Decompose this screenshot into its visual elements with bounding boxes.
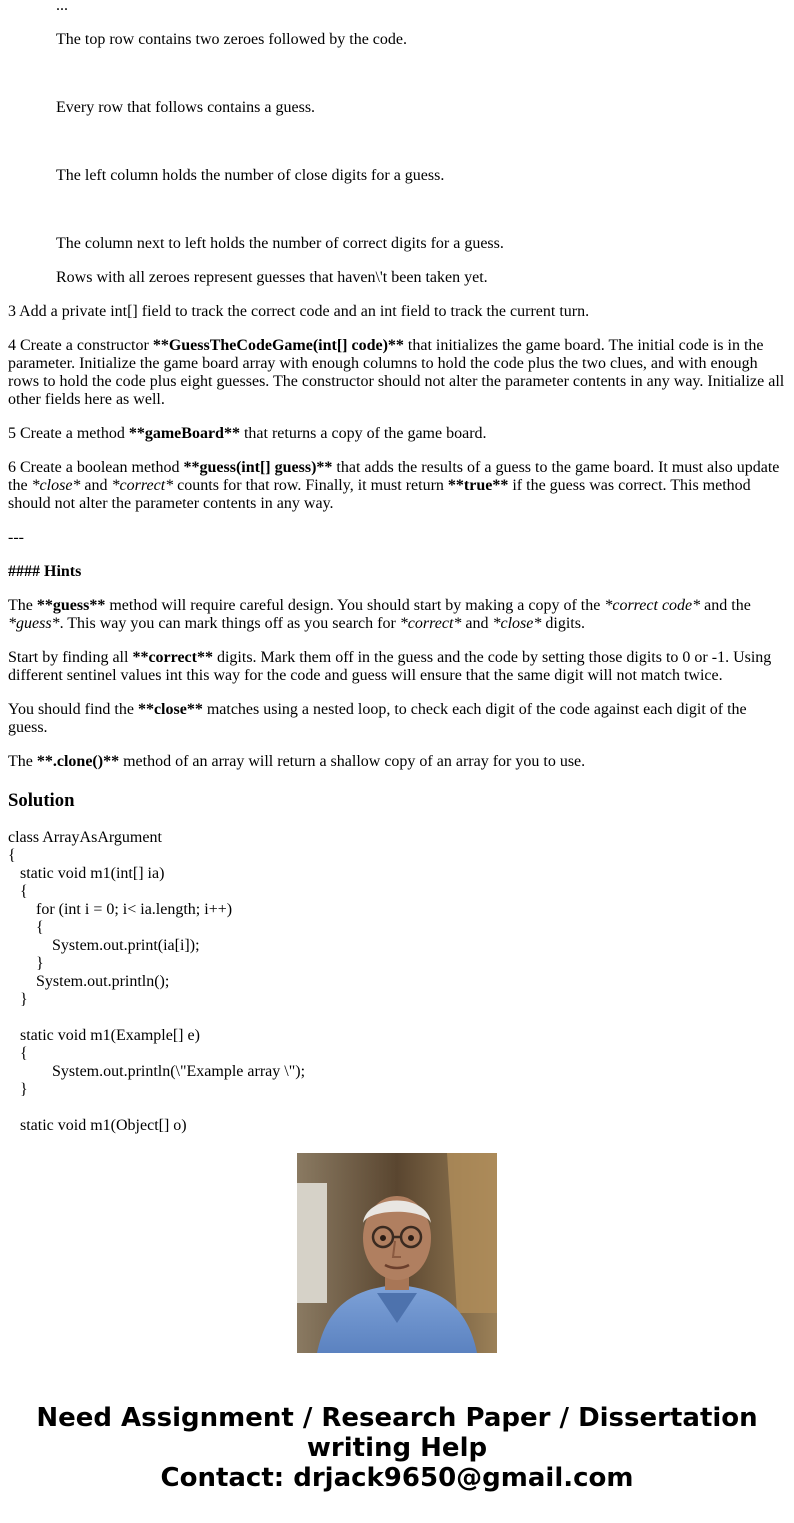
hint-2: Start by finding all **correct** digits. Mark them off in the guess and the code by setting those digits to 0 or -1. Using different sentinel values int this way for the code and guess will ensure that the same digit will not match twice. (8, 649, 772, 684)
code-line: { (8, 919, 44, 936)
code-line: class ArrayAsArgument (8, 829, 162, 846)
board-rule-top-row: The top row contains two zeroes followed by the code. (56, 31, 408, 48)
banner-line-2: writing Help (306, 1433, 488, 1463)
board-rule-left-column: The left column holds the number of close digits for a guess. (56, 167, 445, 184)
code-line: System.out.println(); (8, 973, 170, 990)
board-rule-guess-rows: Every row that follows contains a guess. (56, 99, 316, 116)
hint-4: The **.clone()** method of an array will return a shallow copy of an array for you to use. (8, 753, 586, 770)
code-line: } (8, 1081, 28, 1098)
banner-line-1: Need Assignment / Research Paper / Dissertation (36, 1403, 758, 1433)
code-line: static void m1(int[] ia) (8, 865, 165, 882)
code-line (8, 1009, 786, 1027)
code-line (8, 1099, 786, 1117)
hint-1: The **guess** method will require careful design. You should start by making a copy of the *correct code* and the *guess*. This way you can mark things off as you search for *correct* and *close* digits. (8, 597, 751, 632)
code-line: { (8, 1045, 28, 1062)
step-5: 5 Create a method **gameBoard** that returns a copy of the game board. (8, 425, 487, 442)
code-line: } (8, 991, 28, 1008)
portrait-illustration (297, 1153, 497, 1353)
top-ellipsis: ... (56, 0, 68, 14)
hint-3: You should find the **close** matches using a nested loop, to check each digit of the code against each digit of the guess. (8, 701, 747, 736)
step-3: 3 Add a private int[] field to track the correct code and an int field to track the current turn. (8, 303, 590, 320)
code-line: for (int i = 0; i< ia.length; i++) (8, 901, 233, 918)
solution-heading: Solution (8, 790, 75, 811)
separator: --- (8, 529, 24, 546)
code-line: System.out.print(ia[i]); (8, 937, 200, 954)
board-rule-next-column: The column next to left holds the number of correct digits for a guess. (56, 235, 504, 252)
step-6: 6 Create a boolean method **guess(int[] guess)** that adds the results of a guess to the game board. It must also update the *close* and *correct* counts for that row. Finally, it must return **true** if the guess was correct. This method should not alter the parameter contents in any way. (8, 459, 780, 512)
code-line: } (8, 955, 44, 972)
author-photo (297, 1153, 497, 1353)
code-line: System.out.println(\"Example array \"); (8, 1063, 306, 1080)
code-line: { (8, 883, 28, 900)
board-rule-zero-rows: Rows with all zeroes represent guesses that haven\'t been taken yet. (56, 269, 488, 286)
code-line: static void m1(Example[] e) (8, 1027, 200, 1044)
contact-banner (0, 1403, 794, 1493)
code-line: { (8, 847, 16, 864)
banner-line-3: Contact: drjack9650@gmail.com (160, 1463, 634, 1493)
code-line: static void m1(Object[] o) (8, 1117, 187, 1134)
hints-heading: #### Hints (8, 563, 82, 580)
step-4: 4 Create a constructor **GuessTheCodeGame(int[] code)** that initializes the game board. The initial code is in the parameter. Initialize the game board array with enough columns to hold the code plus the two clues, and with enough rows to hold the code plus eight guesses. The constructor should not alter the parameter contents in any way. Initialize all other fields here as well. (8, 337, 785, 408)
code-block (8, 829, 786, 1134)
